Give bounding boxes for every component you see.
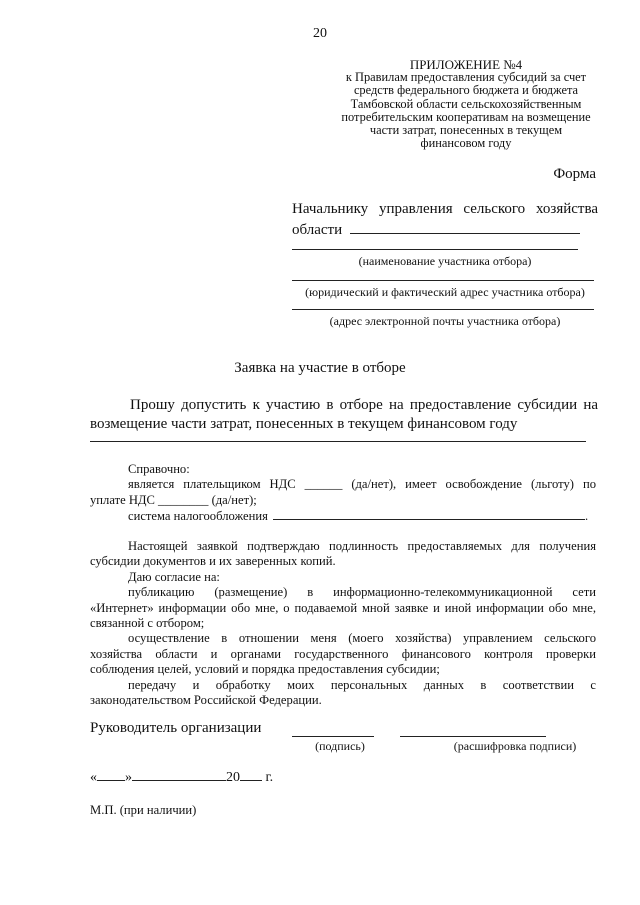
vat-line2: уплате НДС ________ (да/нет); xyxy=(90,492,257,507)
appendix-line: потребительским кооперативам на возмещение xyxy=(341,109,591,124)
consent-publication-line2: «Интернет» информации обо мне, о подаваемой мной заявке и иной информации обо мне, xyxy=(90,600,596,615)
consent-pd-line1: передачу и обработку моих персональных данных в соответствии с xyxy=(128,677,596,692)
appendix-title: ПРИЛОЖЕНИЕ №4 xyxy=(409,57,523,72)
appendix-line: к Правилам предоставления субсидий за счет xyxy=(345,70,587,85)
signature-label: Руководитель организации xyxy=(90,720,262,736)
consent-publication-line3: связанной с отбором; xyxy=(90,616,205,631)
addressee-line2: области xyxy=(292,222,343,238)
participant-name-line xyxy=(292,249,578,250)
date-close-quote: » xyxy=(125,770,132,785)
date-day-blank xyxy=(97,768,125,781)
appendix-line: Тамбовской области сельскохозяйственным xyxy=(350,96,582,111)
appendix-line: средств федерального бюджета и бюджета xyxy=(353,83,579,98)
request-blank-line xyxy=(90,441,586,442)
date-month-blank xyxy=(132,768,226,781)
signature-decode-line xyxy=(400,736,546,737)
date-year-blank xyxy=(240,768,262,781)
consent-publication-line1: публикацию (размещение) в информационно-телекоммуникационной сети xyxy=(128,585,596,600)
date-open-quote: « xyxy=(90,770,97,785)
caption-signature: (подпись) xyxy=(315,739,365,753)
addressee-line2-row xyxy=(292,219,598,240)
consent-control-line2: хозяйства области и органами государственного финансового контроля проверки xyxy=(90,646,596,661)
tax-system-label: система налогообложения xyxy=(128,509,268,524)
caption-participant-address: (юридический и фактический адрес участника отбора) xyxy=(305,285,585,299)
participant-address-line xyxy=(292,280,594,281)
date-line xyxy=(90,768,273,786)
consent-control-line3: соблюдения целей, условий и порядка предоставления субсидии; xyxy=(90,662,440,677)
addressee-line1: Начальнику управления сельского хозяйства xyxy=(292,201,598,217)
tax-system-row: система налогообложения . xyxy=(128,509,589,524)
signature-line xyxy=(292,736,374,737)
addressee-block xyxy=(292,200,598,240)
consent-heading: Даю согласие на: xyxy=(128,569,220,584)
consent-pd-line2: законодательством Российской Федерации. xyxy=(90,693,322,708)
consent-control-line1: осуществление в отношении меня (моего хозяйства) управлением сельского xyxy=(128,631,596,646)
confirmation-block xyxy=(90,539,596,708)
stamp-note: М.П. (при наличии) xyxy=(90,803,197,817)
participant-email-line xyxy=(292,309,594,310)
date-year-suffix: г. xyxy=(265,770,274,785)
date-year-prefix: 20 xyxy=(226,770,240,785)
caption-signature-decode: (расшифровка подписи) xyxy=(453,739,577,753)
form-label: Форма xyxy=(553,166,596,182)
document-title: Заявка на участие в отборе xyxy=(234,360,406,376)
request-block xyxy=(90,396,598,434)
page-number: 20 xyxy=(313,26,327,41)
region-blank-line xyxy=(350,219,580,234)
tax-system-blank xyxy=(273,508,585,520)
caption-participant-name: (наименование участника отбора) xyxy=(358,254,532,268)
confirm-line1: Настоящей заявкой подтверждаю подлинность предоставляемых для получения xyxy=(128,539,596,553)
appendix-line: части затрат, понесенных в текущем xyxy=(369,123,563,138)
confirm-line2: субсидии документов и их заверенных копий. xyxy=(90,554,336,569)
request-line2: возмещение части затрат, понесенных в текущем финансовом году xyxy=(90,416,518,432)
appendix-block xyxy=(336,58,596,150)
caption-participant-email: (адрес электронной почты участника отбора) xyxy=(329,314,561,328)
appendix-line: финансовом году xyxy=(420,136,512,151)
reference-heading: Справочно: xyxy=(128,462,190,476)
reference-block xyxy=(90,462,596,525)
vat-line1: является плательщиком НДС ______ (да/нет), имеет освобождение (льготу) по xyxy=(128,477,596,492)
request-line1: Прошу допустить к участию в отборе на предоставление субсидии на xyxy=(130,397,598,413)
